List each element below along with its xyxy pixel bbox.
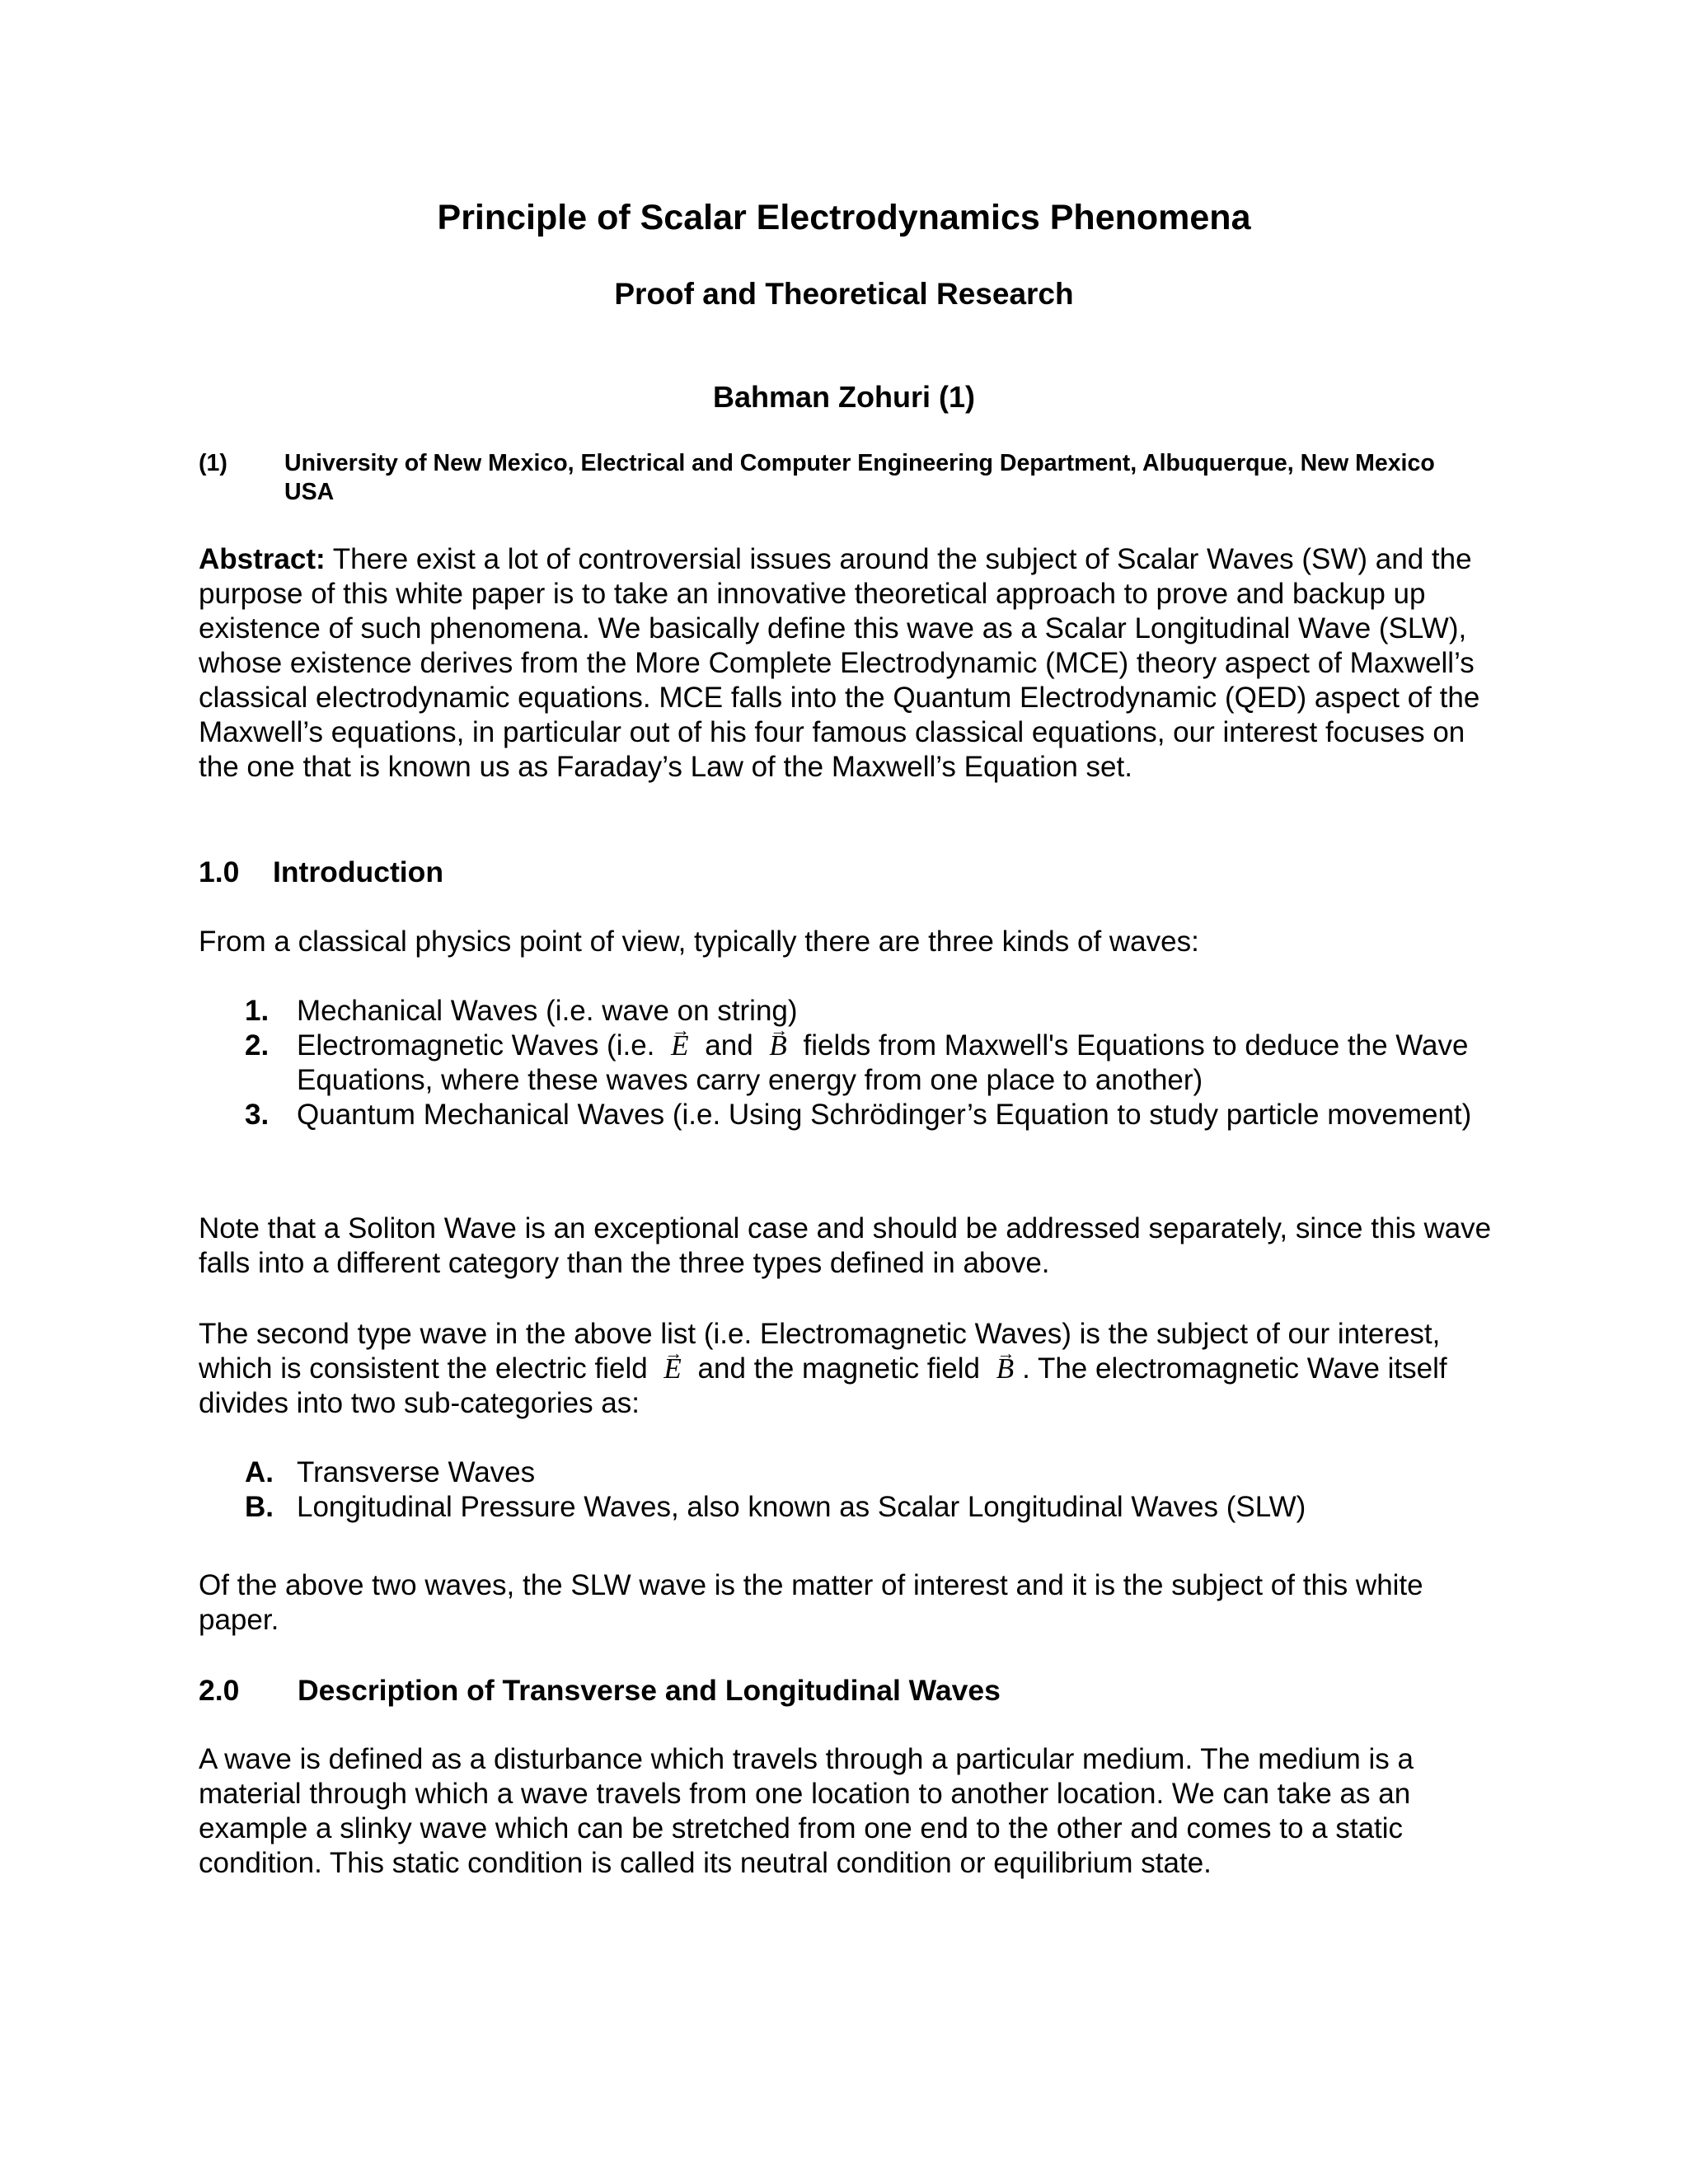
text-segment: Electromagnetic Waves (i.e. xyxy=(297,1029,655,1062)
vector-b-symbol: → B xyxy=(769,1029,786,1063)
vector-e-symbol: → E xyxy=(663,1352,681,1386)
wave-definition-paragraph: A wave is defined as a disturbance which travels through a particular medium. The medium is a material through which a wave travels from one location to another location. We can take as an example a slinky wave which can be stretched from one end to the other and comes to a static condition. This static condition is called its neutral condition or equilibrium state. xyxy=(199,1743,1414,1879)
list-item xyxy=(245,994,1481,1029)
list-item xyxy=(245,1490,1481,1525)
vector-b-symbol: → B xyxy=(996,1352,1014,1386)
affiliation-text: University of New Mexico, Electrical and Computer Engineering Department, Albuquerque, New Mexico USA xyxy=(284,450,1435,505)
intro-paragraph: From a classical physics point of view, typically there are three kinds of waves: xyxy=(199,926,1199,958)
section-number: 1.0 xyxy=(199,855,240,888)
abstract-label: Abstract: xyxy=(199,543,326,575)
list-marker: 3. xyxy=(245,1099,270,1131)
list-marker: B. xyxy=(245,1491,274,1523)
section-title: Description of Transverse and Longitudinal Waves xyxy=(298,1674,1001,1707)
affiliation-marker: (1) xyxy=(199,450,227,476)
paper-subtitle: Proof and Theoretical Research xyxy=(614,277,1074,311)
list-item xyxy=(245,1098,1481,1132)
list-item-text: Longitudinal Pressure Waves, also known as Scalar Longitudinal Waves (SLW) xyxy=(297,1491,1306,1523)
list-marker: 2. xyxy=(245,1029,270,1062)
slw-interest-paragraph: Of the above two waves, the SLW wave is the matter of interest and it is the subject of this white paper. xyxy=(199,1569,1423,1636)
list-marker: 1. xyxy=(245,995,270,1027)
text-segment: and the magnetic field xyxy=(697,1352,980,1385)
section-heading-introduction xyxy=(199,855,1493,889)
list-item-text: Mechanical Waves (i.e. wave on string) xyxy=(297,995,798,1027)
subcategories-list xyxy=(245,1455,1481,1525)
paper-title: Principle of Scalar Electrodynamics Phenomena xyxy=(437,198,1251,237)
text-segment: and xyxy=(705,1029,753,1062)
list-item-text: Quantum Mechanical Waves (i.e. Using Schrödinger’s Equation to study particle movement) xyxy=(297,1099,1472,1131)
text-segment: . The electromagnetic Wave itself divides into two sub-categories as: xyxy=(199,1352,1447,1419)
list-marker: A. xyxy=(245,1456,274,1488)
soliton-note-paragraph: Note that a Soliton Wave is an exceptional case and should be addressed separately, since this wave falls into a different category than the three types defined in above. xyxy=(199,1212,1492,1279)
section-title: Introduction xyxy=(273,855,444,888)
electromagnetic-paragraph xyxy=(199,1317,1493,1421)
text-segment: The second type wave in the above list (i.e. Electromagnetic Waves) is the subject of our interest, which is consistent the electric field xyxy=(199,1318,1441,1385)
abstract-text: There exist a lot of controversial issues around the subject of Scalar Waves (SW) and the purpose of this white paper is to take an innovative theoretical approach to prove and backup up existence of such phenomena. We basically define this wave as a Scalar Longitudinal Wave (SLW), whose existence derives from the More Complete Electrodynamic (MCE) theory aspect of Maxwell’s classical electrodynamic equations. MCE falls into the Quantum Electrodynamic (QED) aspect of the Maxwell’s equations, in particular out of his four famous classical equations, our interest focuses on the one that is known us as Faraday’s Law of the Maxwell’s Equation set. xyxy=(199,543,1480,783)
abstract-paragraph xyxy=(199,542,1493,785)
list-item-text: Transverse Waves xyxy=(297,1456,536,1488)
list-item xyxy=(245,1029,1481,1098)
author-line: Bahman Zohuri (1) xyxy=(712,380,975,414)
section-number: 2.0 xyxy=(199,1674,240,1707)
vector-e-symbol: → E xyxy=(671,1029,688,1063)
section-heading-description xyxy=(199,1673,1493,1708)
affiliation xyxy=(199,449,1493,507)
list-item-text xyxy=(297,1029,1481,1098)
wave-types-list xyxy=(245,994,1481,1132)
text-segment: fields from Maxwell's Equations to deduce the Wave Equations, where these waves carry energy from one place to another) xyxy=(297,1029,1469,1096)
list-item xyxy=(245,1455,1481,1490)
